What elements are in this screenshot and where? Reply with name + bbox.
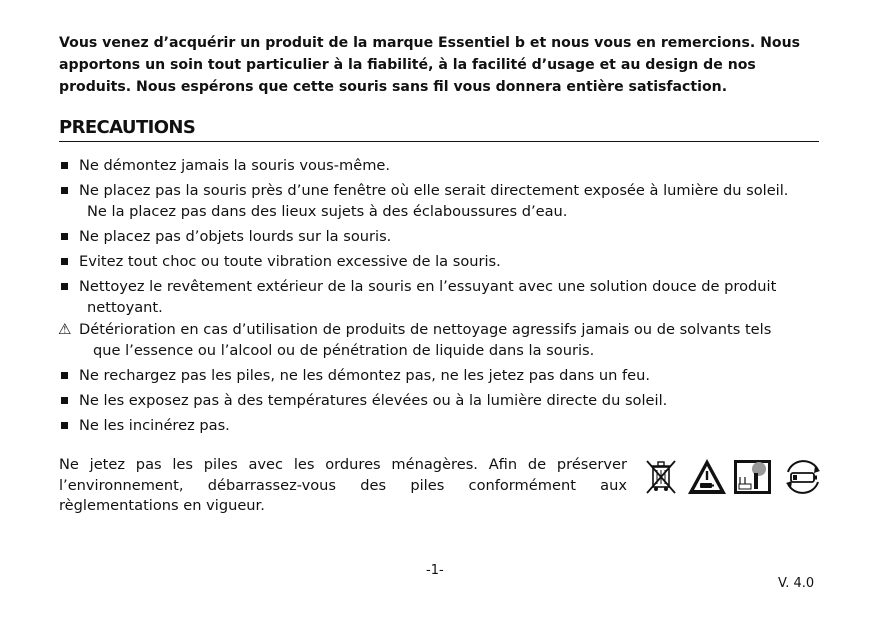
list-item [59, 226, 824, 247]
list-item [59, 155, 824, 176]
bullet-icon [61, 283, 68, 290]
battery-cycle-icon [780, 456, 826, 498]
list-item-text: Ne les exposez pas à des températures élevées ou à la lumière directe du soleil. [79, 392, 668, 409]
crossed-bin-icon [641, 456, 683, 498]
list-item-continuation: nettoyant. [87, 299, 163, 316]
list-item-text: Ne les incinérez pas. [79, 417, 230, 434]
bullet-icon [61, 372, 68, 379]
list-item [59, 251, 824, 272]
list-item [59, 390, 824, 411]
warning-continuation: que l’essence ou l’alcool ou de pénétration de liquide dans la souris. [93, 342, 595, 359]
disposal-paragraph: Ne jetez pas les piles avec les ordures ménagères. Afin de préserver l’environnement, débarrassez-vous des piles conformément aux règlementations en vigueur. [59, 456, 627, 514]
version-label: V. 4.0 [778, 576, 815, 591]
warning-text: Détérioration en cas d’utilisation de produits de nettoyage agressifs jamais ou de solvants tels [79, 321, 772, 338]
list-item-text: Evitez tout choc ou toute vibration excessive de la souris. [79, 253, 501, 270]
warning-icon: ⚠ [58, 320, 72, 338]
list-item [59, 415, 824, 436]
list-item-continuation: Ne la placez pas dans des lieux sujets à des éclaboussures d’eau. [87, 203, 568, 220]
list-item-text: Ne démontez jamais la souris vous-même. [79, 157, 391, 174]
list-item [59, 180, 824, 222]
list-item-text: Ne placez pas la souris près d’une fenêtre où elle serait directement exposée à lumière du soleil. [79, 182, 789, 199]
bullet-icon [61, 162, 68, 169]
warning-item [59, 319, 824, 361]
bullet-icon [61, 258, 68, 265]
bullet-icon [61, 233, 68, 240]
list-item-text: Nettoyez le revêtement extérieur de la souris en l’essuyant avec une solution douce de produit [79, 278, 777, 295]
page-number: -1- [426, 563, 444, 578]
precautions-list [59, 155, 824, 440]
section-title: PRECAUTIONS [59, 115, 819, 142]
list-item-text: Ne rechargez pas les piles, ne les démontez pas, ne les jetez pas dans un feu. [79, 367, 650, 384]
battery-warning-icon [686, 456, 728, 498]
disposal-icons [641, 456, 826, 498]
bullet-icon [61, 187, 68, 194]
list-item-text: Ne placez pas d’objets lourds sur la souris. [79, 228, 392, 245]
bullet-icon [61, 422, 68, 429]
list-item [59, 276, 824, 318]
list-item [59, 365, 824, 386]
intro-paragraph: Vous venez d’acquérir un produit de la marque Essentiel b et nous vous en remercions. Nous apportons un soin tout particulier à la fiabilité, à la facilité d’usage et au design de nos produits. Nous espérons que cette souris sans fil vous donnera entière satisfaction. [59, 35, 801, 95]
battery-recycle-box-icon [733, 456, 773, 498]
bullet-icon [61, 397, 68, 404]
